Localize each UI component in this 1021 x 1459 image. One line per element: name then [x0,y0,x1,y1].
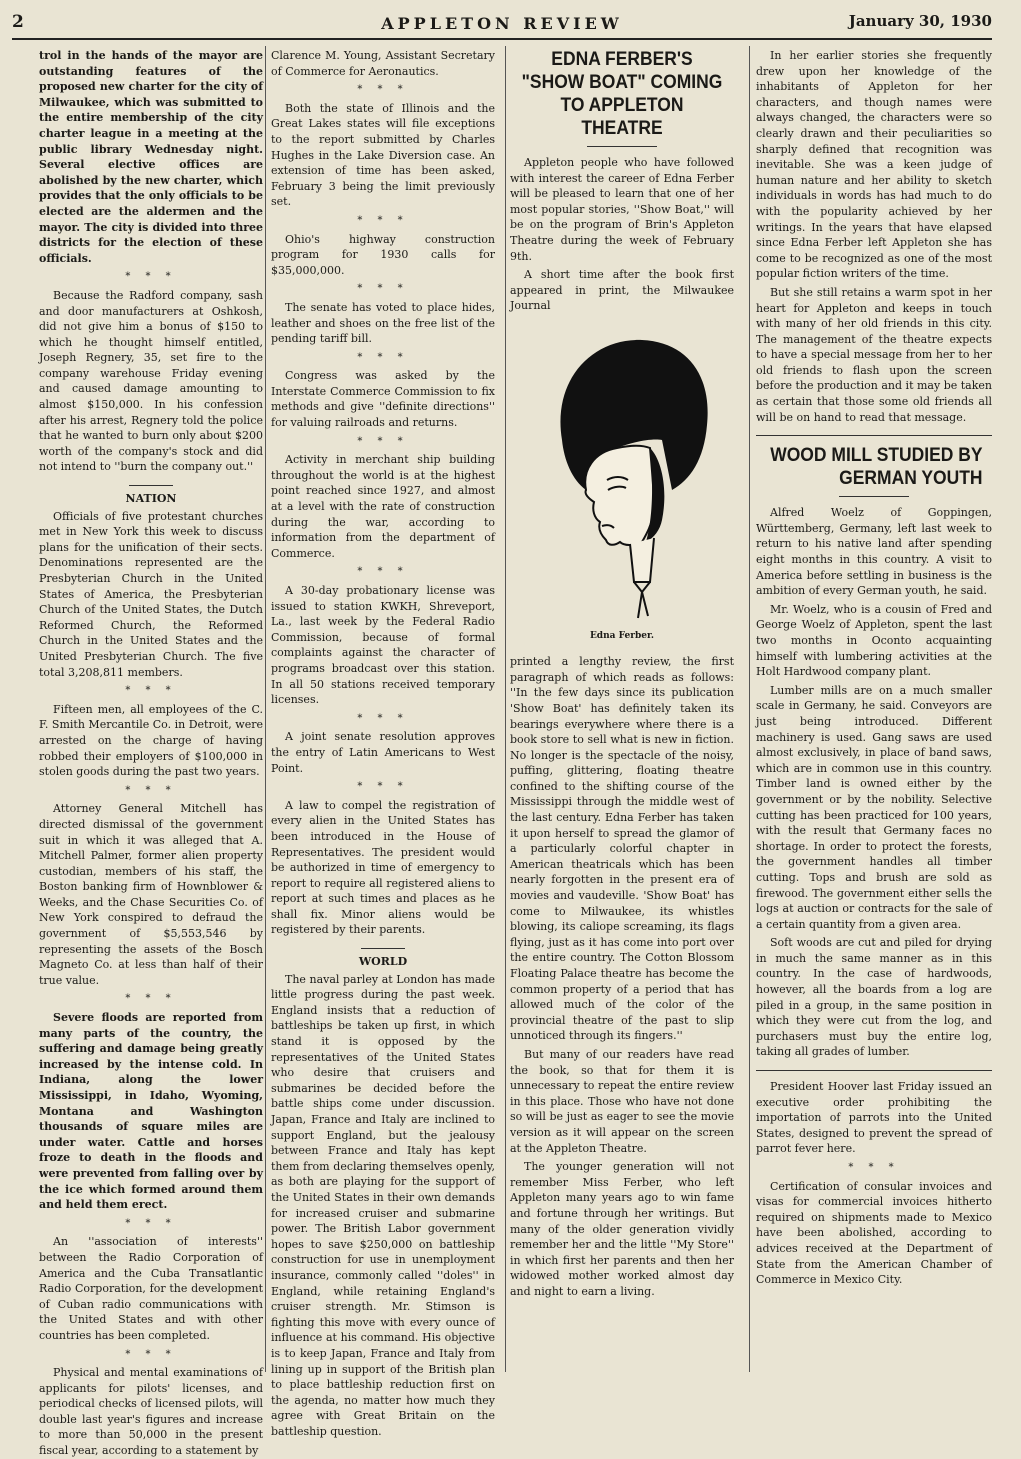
article-paragraph: printed a lengthy review, the first paragraph of which reads as follows: ''In the few days since its publication 'Show Boat' has definitely taken its bearings everywhere where there is a book store to sell what is new in fiction. No longer is the spectacle of the noisy, puffing, glittering, floating theatre confined to the shifting course of the Mississippi through the middle west of the last century. Edna Ferber has taken it upon herself to spread the glamor of a particularly colorful chapter in American theatricals which has been nearly forgotten in the present era of movies and vaudeville. 'Show Boat' has come to Milwaukee, its whistles blowing, its caliope screaming, its flags flying, just as it has come into port over the entire country. The Cotton Blossom Floating Palace theatre has become the common property of a period that has allowed much of the color of the provincial theatre of the past to slip unnoticed through its fingers.'' [510,655,734,1043]
section-rule [756,1070,992,1071]
article-paragraph: A joint senate resolution approves the entry of Latin Americans to West Point. [271,730,495,775]
separator-stars: * * * [125,271,177,283]
separator-stars: * * * [125,784,177,796]
section-heading-nation: NATION [39,485,263,507]
article-paragraph: President Hoover last Friday issued an executive order prohibiting the importation of parrots into the United States, designed to prevent the spread of parrot fever here. [756,1080,992,1156]
issue-date: January 30, 1930 [848,12,992,30]
article-paragraph: The senate has voted to place hides, leather and shoes on the free list of the pending tariff bill. [271,300,495,346]
column-divider [749,46,750,1372]
headline-rule [839,496,909,497]
separator-stars: * * * [357,351,409,363]
article-paragraph: A 30-day probationary license was issued to station KWKH, Shreveport, La., last week by the Federal Radio Commission, because of formal complaints against the character of programs broadcast over this station. In all 50 stations received temporary licenses. [271,584,495,707]
column-3 [510,48,734,1370]
page-number: 2 [12,12,24,32]
article-paragraph: Clarence M. Young, Assistant Secretary of Commerce for Aeronautics. [271,49,495,78]
portrait-caption: Edna Ferber. [589,630,655,641]
separator-stars: * * * [357,84,409,96]
article-paragraph: Attorney General Mitchell has directed dismissal of the government suit in which it was alleged that A. Mitchell Palmer, former alien property custodian, members of his staff, the Boston banking firm of Hownblower & Weeks, and the Chase Securities Co. of New York conspired to defraud the government of $5,553,546 by representing the assets of the Bosch Magneto Co. at less than half of their true value. [39,802,263,987]
article-paragraph: Officials of five protestant churches met in New York this week to discuss plans for the unification of their sects. Denominations represented are the Presbyterian Church in the United States of America, the Presbyterian Church of the United States, the Dutch Reformed Church, the Reformed Church in the United States and the United Presbyterian Church. The five total 3,208,811 members. [39,509,263,679]
separator-stars: * * * [357,283,409,295]
article-paragraph: Soft woods are cut and piled for drying in much the same manner as in this country. In the case of hardwoods, however, all the boards from a log are piled in a group, in the same position in which they were cut from the log, and purchasers must buy the entire log, taking all grades of lumber. [756,936,992,1059]
masthead-rule [12,38,992,40]
article-paragraph: Lumber mills are on a much smaller scale in Germany, he said. Conveyors are just being introduced. Different machinery is used. Gang saws are used almost exclusively, in place of band saws, which are in common use in this country. Timber land is owned either by the government or by the nobility. Selective cutting has been practiced for 100 years, with the result that Germany faces no shortage. In order to protect the forests, the government handles all timber cutting. Tops and brush are sold as firewood. The government either sells the logs at auction or contracts for the sale of a certain quantity from a given area. [756,683,992,931]
newspaper-title: APPLETON REVIEW [381,14,623,33]
headline-show-boat: EDNA FERBER'S "SHOW BOAT" COMING TO APPLETON THEATRE [521,49,723,139]
article-paragraph: In her earlier stories she frequently drew upon her knowledge of the inhabitants of Appleton for her characters, and though names were always changed, the characters were so clearly drawn and their peculiarities so sharply defined that recognition was inevitable. She was a keen judge of human nature and her ability to sketch individuals in words has had much to do with the popularity achieved by her writings. In the years that have elapsed since Edna Ferber left Appleton she has come to be recognized as one of the most popular fiction writers of the time. [756,49,992,281]
article-paragraph: Activity in merchant ship building throughout the world is at the highest point reached since 1927, and almost at a level with the rate of construction during the war, according to information from the department of Commerce. [271,453,495,560]
column-1 [39,48,263,1458]
article-paragraph: Certification of consular invoices and visas for commercial invoices hitherto required on shipments made to Mexico have been abolished, according to advices received at the Department of State from the American Chamber of Commerce in Mexico City. [756,1179,992,1287]
headline-wood-mill: WOOD MILL STUDIED BY GERMAN YOUTH [770,445,983,490]
separator-stars: * * * [357,435,409,447]
separator-stars: * * * [848,1162,900,1173]
article-paragraph: Alfred Woelz of Goppingen, Württemberg, Germany, left last week to return to his native land after spending eight months in this country. A visit to America before settling in business is the ambition of every German youth, he said. [756,506,992,598]
separator-stars: * * * [357,566,409,578]
article-paragraph: trol in the hands of the mayor are outstanding features of the proposed new charter for the city of Milwaukee, which was submitted to the entire membership of the city charter league in a meeting at the public library Wednesday night. Several elective offices are abolished by the new charter, which provides that the only officials to be elected are the aldermen and the mayor. The city is divided into three districts for the election of these officials. [39,49,263,265]
column-4 [756,48,992,1370]
article-paragraph: A short time after the book first appeared in print, the Milwaukee Journal [510,268,734,313]
article-paragraph: Physical and mental examinations of applicants for pilots' licenses, and periodical checks of licensed pilots, will double last year's figures and increase to more than 50,000 in the present fiscal year, according to a statement by [39,1366,263,1458]
column-divider [265,46,266,1372]
section-heading-world: WORLD [271,948,495,970]
separator-stars: * * * [125,993,177,1005]
article-paragraph: A law to compel the registration of every alien in the United States has been introduced in the House of Representatives. The president would be authorized in time of emergency to report to require all registered aliens to report at such times and places as he shall fix. Minor aliens would be registered by their parents. [271,798,495,937]
article-paragraph: But many of our readers have read the book, so that for them it is unnecessary to repeat the entire review in this place. Those who have not done so will be just as eager to see the movie version as it will appear on the screen at the Appleton Theatre. [510,1047,734,1155]
separator-stars: * * * [125,685,177,697]
article-paragraph: Severe floods are reported from many parts of the country, the suffering and damage being greatly increased by the intense cold. In Indiana, along the lower Mississippi, in Idaho, Wyoming, Montana and Washington thousands of square miles are under water. Cattle and horses froze to death in the floods and were prevented from falling over by the ice which formed around them and held them erect. [39,1011,263,1212]
article-paragraph: But she still retains a warm spot in her heart for Appleton and keeps in touch with many of her old friends in this city. The management of the theatre expects to have a special message from her to her old friends to flash upon the screen before the production and it may be taken as certain that those some old friends all will be on hand to read that message. [756,285,992,424]
article-paragraph: Both the state of Illinois and the Great Lakes states will file exceptions to the report submitted by Charles Hughes in the Lake Diversion case. An extension of time has been asked, February 3 being the limit previously set. [271,101,495,209]
separator-stars: * * * [125,1348,177,1360]
article-paragraph: The naval parley at London has made little progress during the past week. England insists that a reduction of battleships be taken up first, in which stand it is opposed by the representatives of the United States who desire that cruisers and submarines be decided before the battle ships come under discussion. Japan, France and Italy are inclined to support England, but the jealousy between France and Italy has kept them from declaring themselves openly, as both are playing for the support of the United States in their own demands for increased cruiser and submarine power. The British Labor government hopes to save $250,000 on battleship construction for use in unemployment insurance, commonly called ''doles'' in England, while retaining England's cruiser strength. Mr. Stimson is fighting this move with every ounce of influence at his command. His objective is to keep Japan, France and Italy from lining up in support of the British plan to place battleship reduction first on the agenda, no matter how much they agree with Great Britain on the battleship question. [271,972,495,1438]
portrait-icon [522,320,722,620]
separator-stars: * * * [357,712,409,724]
article-paragraph: Mr. Woelz, who is a cousin of Fred and George Woelz of Appleton, spent the last two months in Oconto acquainting himself with lumbering activities at the Holt Hardwood company plant. [756,602,992,679]
article-paragraph: An ''association of interests'' between the Radio Corporation of America and the Cuba Transatlantic Radio Corporation, for the development of Cuban radio communications with the United States and with other countries has been completed. [39,1235,263,1342]
separator-stars: * * * [125,1217,177,1229]
article-paragraph: Ohio's highway construction program for 1930 calls for $35,000,000. [271,232,495,277]
article-paragraph: The younger generation will not remember Miss Ferber, who left Appleton many years ago to win fame and fortune through her writings. But many of the older generation vividly remember her and the little ''My Store'' in which first her parents and then her widowed mother worked almost day and night to earn a living. [510,1160,734,1298]
column-2 [271,48,495,1438]
article-paragraph: Appleton people who have followed with interest the career of Edna Ferber will be pleased to learn that one of her most popular stories, ''Show Boat,'' will be on the program of Brin's Appleton Theatre during the week of February 9th. [510,156,734,263]
article-paragraph: Congress was asked by the Interstate Commerce Commission to fix methods and give ''definite directions'' for valuing railroads and returns. [271,369,495,430]
article-paragraph: Fifteen men, all employees of the C. F. Smith Mercantile Co. in Detroit, were arrested on the charge of having robbed their employers of $100,000 in stolen goods during the past two years. [39,702,263,779]
separator-stars: * * * [357,781,409,793]
column-divider [505,46,506,1372]
article-paragraph: Because the Radford company, sash and door manufacturers at Oshkosh, did not give him a bonus of $150 to which he thought himself entitled, Joseph Regnery, 35, set fire to the company warehouse Friday evening and caused damage amounting to almost $150,000. In his confession after his arrest, Regnery told the police that he wanted to burn only about $200 worth of the company's stock and did not intend to ''burn the company out.'' [39,288,263,474]
section-rule [756,435,992,436]
portrait-illustration [510,320,734,625]
headline-rule [587,146,657,147]
separator-stars: * * * [357,214,409,226]
masthead [12,10,992,34]
